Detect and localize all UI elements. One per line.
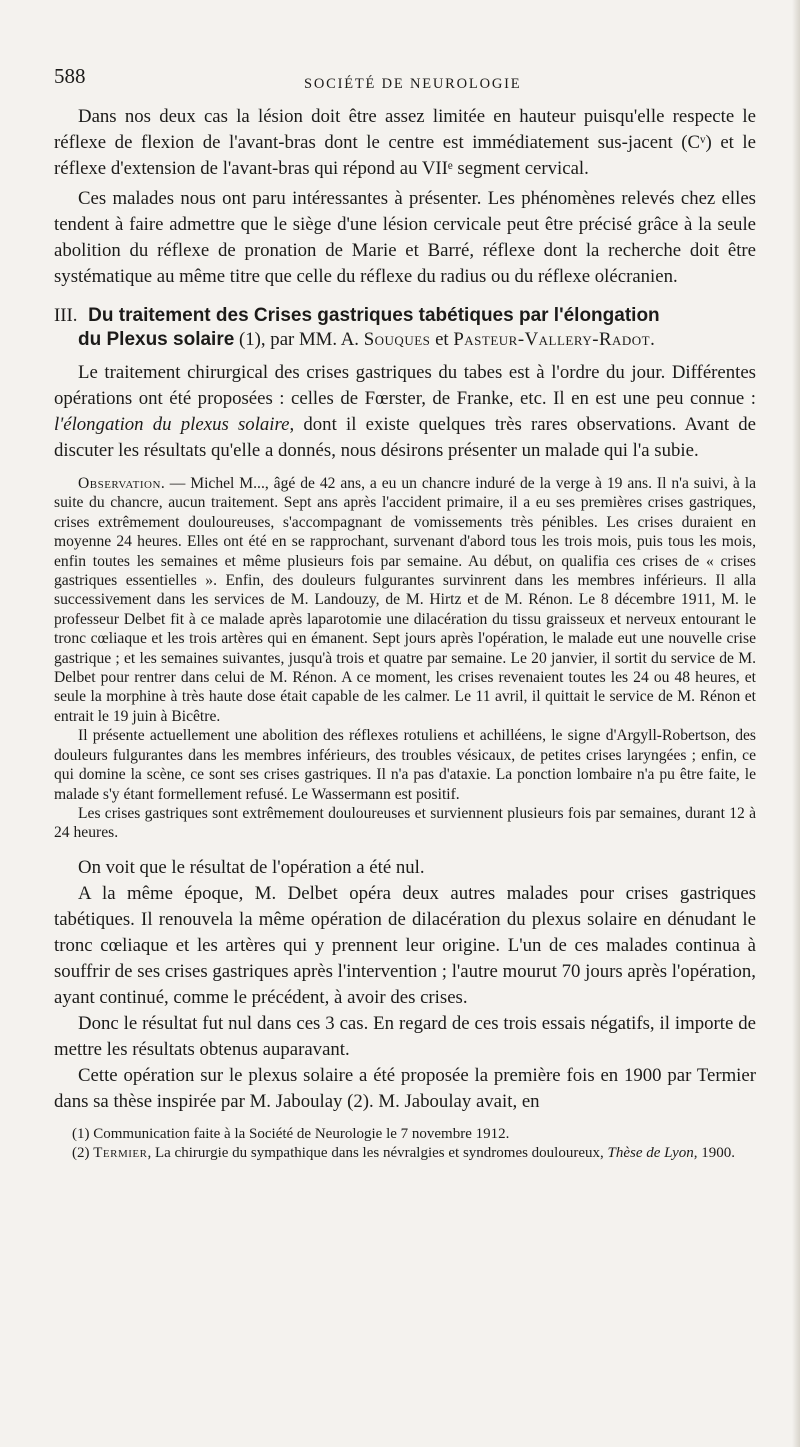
history-paragraph: Cette opération sur le plexus solaire a été proposée la première fois en 1900 par Termier dans sa thèse inspirée par M. Jaboulay (2). M. Jaboulay avait, en xyxy=(54,1064,756,1112)
section-title-part2: du Plexus solaire xyxy=(78,329,235,350)
footnote-2-text: , La chirurgie du sympathique dans les névralgies et syndromes douloureux, xyxy=(147,1144,608,1161)
footnote-1: (1) Communication faite à la Société de Neurologie le 7 novembre 1912. xyxy=(72,1125,510,1142)
footnote-2-thesis: Thèse de Lyon xyxy=(607,1144,694,1161)
paragraph-conclusion-cases: Ces malades nous ont paru intéressantes à présenter. Les phénomènes relevés chez elles tendent à faire admettre que le siège d'une lésion cervicale peut être précisé grâce à la seule abolition du réflexe de pronation de Marie et Barré, réflexe dont la recherche doit être systématique au même titre que celle du réflexe du radius ou du réflexe olécranien. xyxy=(54,188,756,287)
observation-label: Observation xyxy=(78,475,161,492)
footnote-2-end: , 1900. xyxy=(693,1144,735,1161)
observation-findings: Il présente actuellement une abolition des réflexes rotuliens et achilléens, le signe d'Argyll-Robertson, des douleurs fulgurantes dans les membres inférieurs, des troubles vésicaux, de petites crises laryngées ; enfin, ce qui domine la scène, ce sont ses crises gastriques. Il n'a pas d'ataxie. La ponction lombaire n'a pu être faite, le malade s'y étant formellement refusé. Le Wassermann est positif. xyxy=(54,727,756,803)
author-souques: Souques xyxy=(363,329,431,350)
intro-paragraph xyxy=(54,360,756,464)
section-end: . xyxy=(650,329,655,350)
page-header xyxy=(54,62,756,96)
intro-text-end: , dont il existe quelques très rares observations. Avant de discuter les résultats qu'elle a donnés, nous désirons présenter un malade qui l'a subie. xyxy=(54,414,757,461)
section-and: et xyxy=(435,329,449,350)
observation-paragraph xyxy=(54,474,756,726)
result-paragraph: On voit que le résultat de l'opération a été nul. xyxy=(78,856,425,878)
section-title-line1: Du traitement des Crises gastriques tabétiques par l'élongation xyxy=(88,305,660,326)
observation-text: . — Michel M..., âgé de 42 ans, a eu un chancre induré de la verge à 19 ans. Il n'a suivi, à la suite du chancre, aucun traitement. Sept ans après l'accident primaire, il a eu ses premières crises gastriques, crises extrêmement douloureuses, s'accompagnant de vomissements très pénibles. Les crises duraient en moyenne 24 heures. Elles ont été en se rapprochant, survenant d'abord tous les trois mois, puis tous les mois, enfin toutes les semaines et même plusieurs fois par semaine. Au début, on qualifia ces crises de « crises gastriques essentielles ». Enfin, des douleurs fulgurantes survinrent dans les membres inférieurs. Il alla successivement dans les services de M. Landouzy, de M. Hirtz et de M. Rénon. Le 8 décembre 1911, M. le professeur Delbet fit à ce malade après laparotomie une dilacération du tissu graisseux et nerveux entourant le tronc cœliaque et les trois artères qui en émanent. Sept jours après l'opération, le malade eut une nouvelle crise gastrique ; et les semaines suivantes, jusqu'à trois et quatre par semaine. Le 20 janvier, il sortit du service de M. Delbet pour rentrer dans celui de M. Rénon. A ce moment, les crises revenaient toutes les 24 ou 48 heures, et seule la morphine à très haute dose était capable de les calmer. Le 11 avril, il quittait le service de M. Rénon et entrait le 19 juin à Bicêtre. xyxy=(54,475,756,725)
author-pasteur-vallery-radot: Pasteur-Vallery-Radot xyxy=(453,329,651,350)
page-number: 588 xyxy=(54,64,86,88)
observation-crises: Les crises gastriques sont extrêmement douloureuses et surviennent plusieurs fois par semaines, durant 12 à 24 heures. xyxy=(54,804,756,842)
footnote-ref-1: (1) xyxy=(239,329,261,350)
section-number: III. xyxy=(54,305,78,326)
negative-results-paragraph: Donc le résultat fut nul dans ces 3 cas. En regard de ces trois essais négatifs, il importe de mettre les résultats obtenus auparavant. xyxy=(54,1012,756,1060)
section-heading xyxy=(54,304,756,352)
paragraph-reflexes: Dans nos deux cas la lésion doit être assez limitée en hauteur puisqu'elle respecte le réflexe de flexion de l'avant-bras dont le centre est immédiatement sus-jacent (Cᵛ) et le réflexe d'extension de l'avant-bras qui répond au VIIᵉ segment cervical. xyxy=(54,106,756,179)
page-edge-shadow xyxy=(792,0,800,1447)
section-by: , par MM. A. xyxy=(260,329,359,350)
intro-emphasis: l'élongation du plexus solaire xyxy=(54,414,290,435)
footnote-2 xyxy=(54,1144,756,1163)
footnote-2-author: Termier xyxy=(93,1144,148,1161)
footnote-2-number: (2) xyxy=(72,1144,90,1161)
footnotes xyxy=(54,1125,756,1163)
section-title-line2 xyxy=(54,328,756,352)
intro-text-start: Le traitement chirurgical des crises gastriques du tabes est à l'ordre du jour. Différentes opérations ont été proposées : celles de Fœrster, de Franke, etc. Il en est une peu connue : xyxy=(54,362,756,409)
running-head: SOCIÉTÉ DE NEUROLOGIE xyxy=(304,76,522,92)
delbet-paragraph: A la même époque, M. Delbet opéra deux autres malades pour crises gastriques tabétiques. Il renouvela la même opération de dilacération du plexus solaire en dénudant le tronc cœliaque et les artères qui y prennent leur origine. L'un de ces malades continua à souffrir de ses crises gastriques après l'intervention ; l'autre mourut 70 jours après l'opération, ayant continué, comme le précédent, à avoir des crises. xyxy=(54,882,756,1008)
document-page xyxy=(54,62,756,1163)
